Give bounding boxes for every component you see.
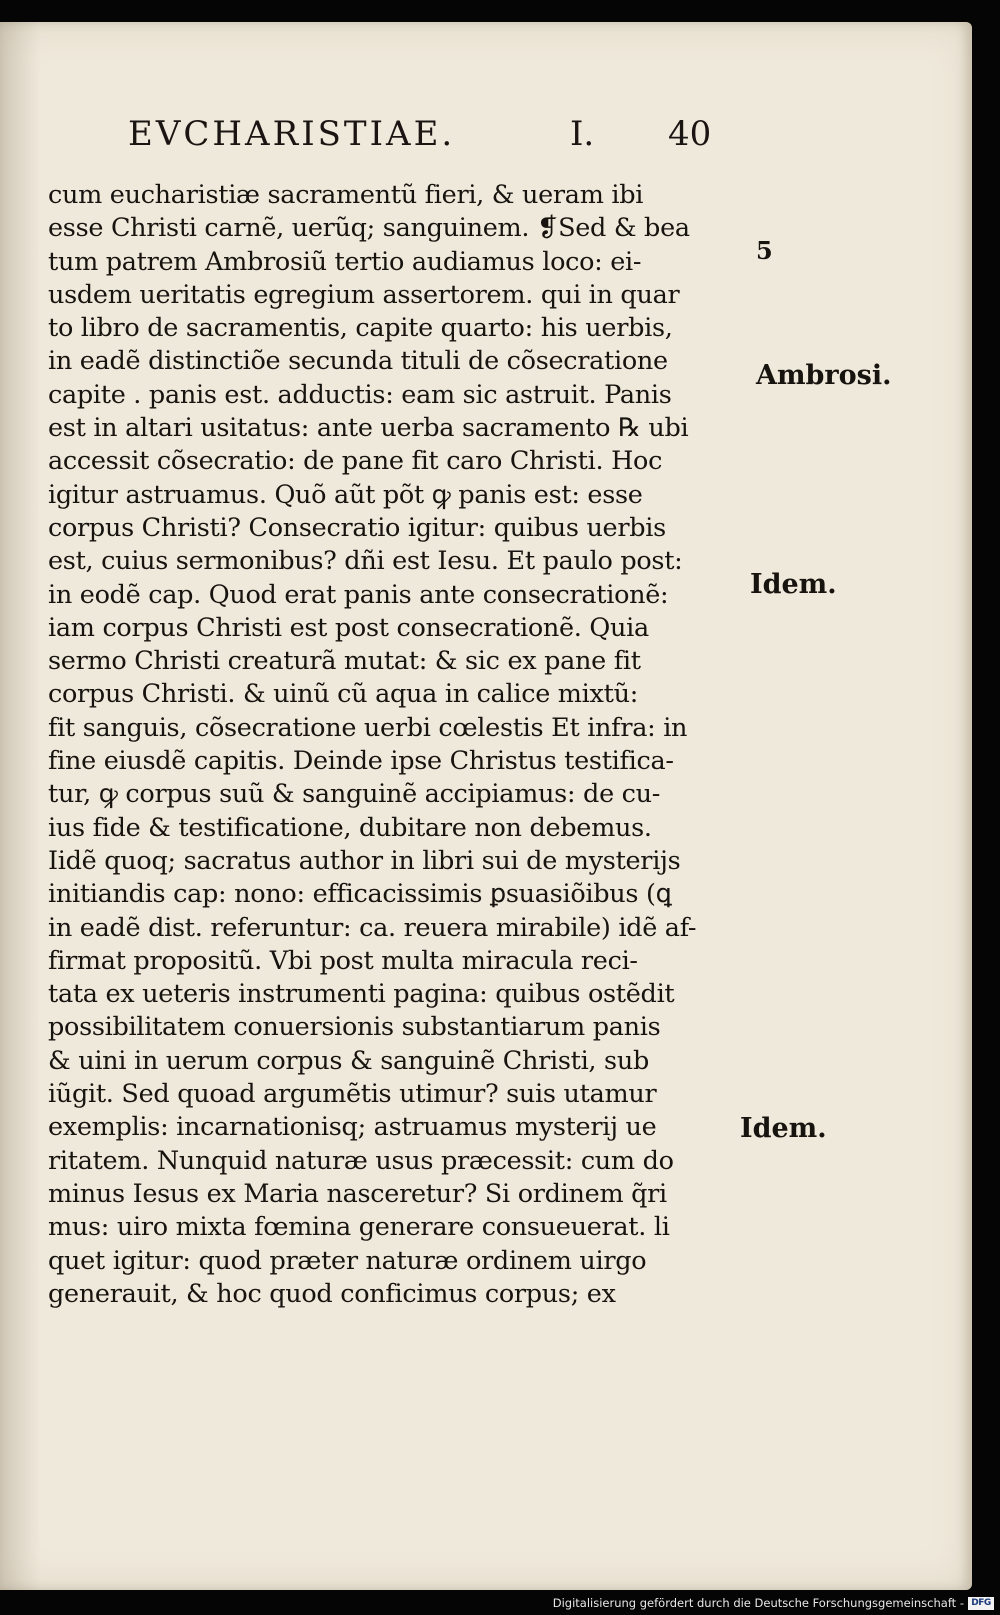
text-line: cum eucharistiæ sacramentũ fieri, & ueram ibi	[48, 180, 644, 210]
text-line: corpus Christi. & uinũ cũ aqua in calice mixtũ:	[48, 679, 638, 710]
digitization-footer	[553, 1593, 994, 1613]
text-line: accessit cõsecratio: de pane fit caro Christi. Hoc	[48, 446, 663, 477]
margin-note-ambrosi: Ambrosi.	[756, 360, 892, 391]
footer-credit-text: Digitalisierung gefördert durch die Deutsche Forschungsgemeinschaft -	[552, 1596, 964, 1610]
running-head	[128, 114, 748, 174]
folio-number: 40	[668, 114, 712, 154]
text-line: ritatem. Nunquid naturæ usus præcessit: cum do	[48, 1145, 674, 1176]
text-line: & uini in uerum corpus & sanguinẽ Christi, sub	[48, 1045, 649, 1076]
margin-note-idem: Idem.	[740, 1113, 827, 1144]
text-line: minus Iesus ex Maria nasceretur? Si ordinem q̃ri	[48, 1178, 667, 1209]
text-line: est, cuius sermonibus? dñi est Iesu. Et paulo post:	[48, 546, 683, 577]
text-line: tata ex ueteris instrumenti pagina: quibus ostẽdit	[48, 979, 675, 1010]
text-line: iũgit. Sed quoad argumẽtis utimur? suis utamur	[48, 1079, 657, 1110]
text-line: in eadẽ dist. referuntur: ca. reuera mirabile) idẽ af-	[48, 912, 697, 943]
text-line: to libro de sacramentis, capite quarto: his uerbis,	[48, 313, 673, 344]
text-line: capite . panis est. adductis: eam sic astruit. Panis	[48, 379, 672, 410]
text-line: generauit, & hoc quod conficimus corpus; ex	[48, 1278, 616, 1309]
text-line: fine eiusdẽ capitis. Deinde ipse Christus testifica-	[48, 746, 674, 777]
text-line: possibilitatem conuersionis substantiarum panis	[48, 1012, 661, 1043]
text-line: sermo Christi creaturã mutat: & sic ex pane fit	[48, 646, 641, 677]
text-line: est in altari usitatus: ante uerba sacramento ℞ ubi	[48, 413, 689, 444]
running-head-book-number: I.	[570, 114, 595, 154]
margin-note-idem: Idem.	[750, 569, 837, 600]
text-line: fit sanguis, cõsecratione uerbi cœlestis Et infra: in	[48, 712, 688, 743]
text-line: igitur astruamus. Quõ aũt põt ꝙ panis est: esse	[48, 479, 643, 510]
text-line: ius fide & testificatione, dubitare non debemus.	[48, 812, 652, 843]
text-line: initiandis cap: nono: efficacissimis ꝑsuasiõibus (ꝗ	[48, 879, 672, 910]
book-page	[0, 22, 972, 1590]
text-line: exemplis: incarnationisq; astruamus mysterij ue	[48, 1112, 657, 1143]
text-line: corpus Christi? Consecratio igitur: quibus uerbis	[48, 512, 666, 543]
text-line: tum patrem Ambrosiũ tertio audiamus loco: ei-	[48, 246, 642, 277]
dfg-logo-icon: DFG	[968, 1597, 994, 1610]
text-line: usdem ueritatis egregium assertorem. qui in quar	[48, 279, 680, 310]
text-line: quet igitur: quod præter naturæ ordinem uirgo	[48, 1245, 647, 1276]
text-line: firmat propositũ. Vbi post multa miracula reci-	[48, 945, 638, 976]
running-head-title: EVCHARISTIAE.	[128, 114, 456, 154]
text-line: Iidẽ quoq; sacratus author in libri sui de mysterijs	[48, 845, 681, 876]
text-line: tur, ꝙ corpus suũ & sanguinẽ accipiamus: de cu-	[48, 779, 661, 810]
text-line: in eadẽ distinctiõe secunda tituli de cõsecratione	[48, 346, 668, 377]
main-text-block	[48, 179, 728, 1311]
text-line: iam corpus Christi est post consecrationẽ. Quia	[48, 612, 649, 643]
margin-note-number: 5	[756, 236, 773, 265]
text-line: esse Christi carnẽ, uerũq; sanguinem. ❡Sed & bea	[48, 213, 690, 244]
text-line: mus: uiro mixta fœmina generare consueuerat. li	[48, 1212, 670, 1243]
text-line: in eodẽ cap. Quod erat panis ante consecrationẽ:	[48, 579, 669, 610]
